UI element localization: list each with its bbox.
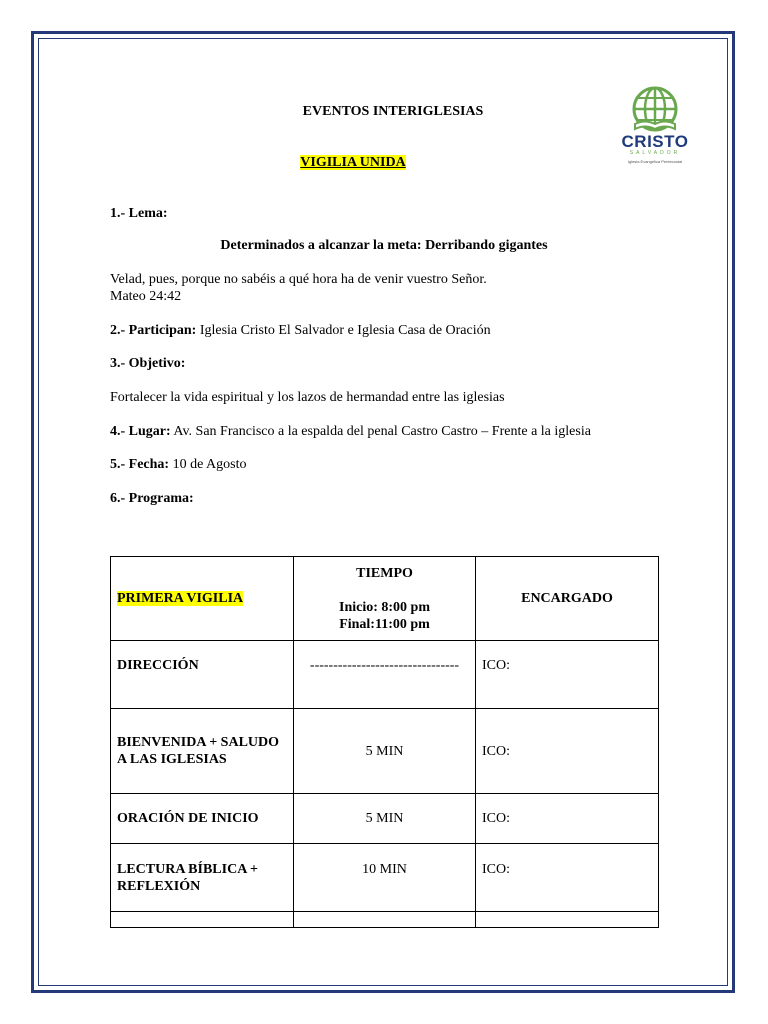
empty-cell xyxy=(111,912,294,928)
logo-tagline: Iglesia Evangélica Pentecostal xyxy=(627,159,683,164)
page-title: EVENTOS INTERIGLESIAS xyxy=(302,104,484,119)
table-row xyxy=(111,641,659,709)
time-cell: 10 MIN xyxy=(294,844,476,912)
activity-cell: DIRECCIÓN xyxy=(111,641,294,709)
table-row xyxy=(111,844,659,912)
time-cell: 5 MIN xyxy=(294,709,476,794)
time-start: Inicio: 8:00 pm xyxy=(339,599,430,615)
responsible-cell: ICO: xyxy=(476,709,659,794)
logo-subtitle: SALVADOR xyxy=(629,150,681,156)
time-cell: 5 MIN xyxy=(294,794,476,844)
activity-cell: ORACIÓN DE INICIO xyxy=(111,794,294,844)
time-cell: -------------------------------- xyxy=(294,641,476,709)
time-end: Final:11:00 pm xyxy=(339,616,430,632)
table-row-empty xyxy=(111,912,659,928)
event-subtitle: VIGILIA UNIDA xyxy=(300,155,406,170)
bible-verse: Velad, pues, porque no sabéis a qué hora ha de venir vuestro Señor. xyxy=(110,272,487,287)
empty-cell xyxy=(476,912,659,928)
verse-reference: Mateo 24:42 xyxy=(110,289,182,304)
time-title: TIEMPO xyxy=(356,565,413,581)
table-header-row xyxy=(111,557,659,641)
section-participants: 2.- Participan: Iglesia Cristo El Salvador e Iglesia Casa de Oración xyxy=(110,323,491,338)
header-time-cell xyxy=(294,557,476,641)
header-responsible-cell: ENCARGADO xyxy=(476,557,659,641)
section-program-label: 6.- Programa: xyxy=(110,491,194,506)
section-lema-label: 1.- Lema: xyxy=(110,206,168,221)
responsible-cell: ICO: xyxy=(476,641,659,709)
table-row xyxy=(111,794,659,844)
objective-text: Fortalecer la vida espiritual y los lazos de hermandad entre las iglesias xyxy=(110,390,505,405)
responsible-cell: ICO: xyxy=(476,794,659,844)
section-date: 5.- Fecha: 10 de Agosto xyxy=(110,457,247,472)
activity-cell: LECTURA BÍBLICA + REFLEXIÓN xyxy=(111,844,294,912)
motto-text: Determinados a alcanzar la meta: Derribando gigantes xyxy=(220,238,548,253)
section-location: 4.- Lugar: Av. San Francisco a la espalda del penal Castro Castro – Frente a la iglesia xyxy=(110,424,591,439)
section-objective-label: 3.- Objetivo: xyxy=(110,356,186,371)
activity-cell: BIENVENIDA + SALUDO A LAS IGLESIAS xyxy=(111,709,294,794)
header-activity-cell: PRIMERA VIGILIA xyxy=(111,557,294,641)
logo-name: CRISTO xyxy=(621,132,689,151)
table-row xyxy=(111,709,659,794)
responsible-cell: ICO: xyxy=(476,844,659,912)
program-table xyxy=(110,556,659,928)
empty-cell xyxy=(294,912,476,928)
